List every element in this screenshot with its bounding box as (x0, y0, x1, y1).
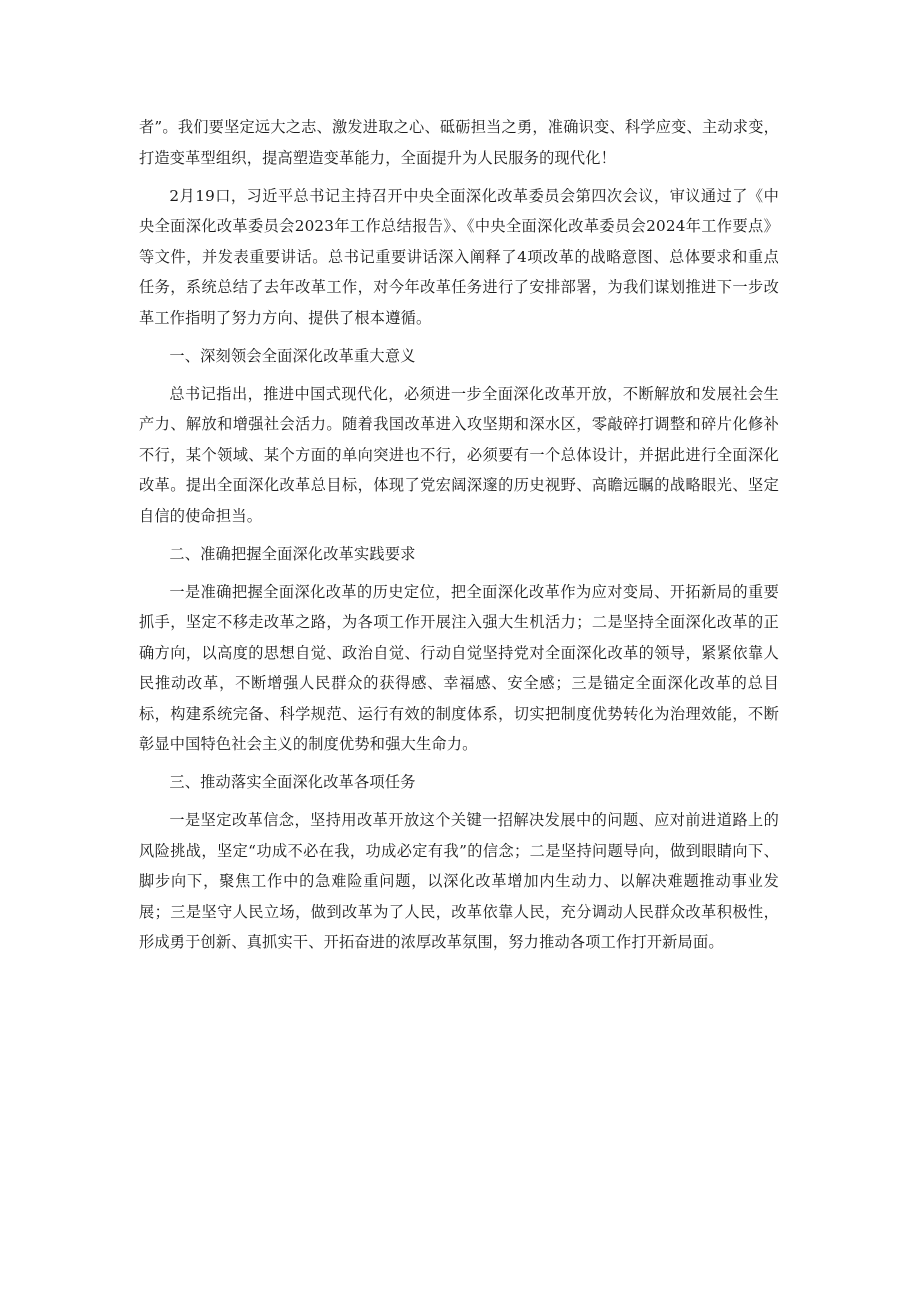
paragraph-section-1: 总书记指出，推进中国式现代化，必须进一步全面深化改革开放，不断解放和发展社会生产力、解放和增强社会活力。随着我国改革进入攻坚期和深水区，零敲碎打调整和碎片化修补不行，某个领域、某个方面的单向突进也不行，必须要有一个总体设计，并据此进行全面深化改革。提出全面深化改革总目标，体现了党宏阔深邃的历史视野、高瞻远瞩的战略眼光、坚定自信的使命担当。 (139, 384, 779, 525)
paragraph-continuation: 者”。我们要坚定远大之志、激发进取之心、砥砺担当之勇，准确识变、科学应变、主动求变，打造变革型组织，提高塑造变革能力，全面提升为人民服务的现代化！ (139, 118, 779, 167)
section-heading-1: 一、深刻领会全面深化改革重大意义 (169, 346, 416, 365)
section-heading-3: 三、推动落实全面深化改革各项任务 (169, 773, 416, 791)
document-page (139, 112, 779, 965)
paragraph-section-2: 一是准确把握全面深化改革的历史定位，把全面深化改革作为应对变局、开拓新局的重要抓手，坚定不移走改革之路，为各项工作开展注入强大生机活力；二是坚持全面深化改革的正确方向，以高度的思想自觉、政治自觉、行动自觉坚持党对全面深化改革的领导，紧紧依靠人民推动改革，不断增强人民群众的获得感、幸福感、安全感；三是锚定全面深化改革的总目标，构建系统完备、科学规范、运行有效的制度体系，切实把制度优势转化为治理效能，不断彰显中国特色社会主义的制度优势和强大生命力。 (139, 582, 779, 753)
paragraph-meeting-summary: 2月19口，习近平总书记主持召开中央全面深化改革委员会第四次会议，审议通过了《中央全面深化改革委员会2023年工作总结报告》、《中央全面深化改革委员会2024年工作要点》等文件，并发表重要讲话。总书记重要讲话深入阐释了4项改革的战略意图、总体要求和重点任务，系统总结了去年改革工作，对今年改革任务进行了安排部署，为我们谋划推进下一步改革工作指明了努力方向、提供了根本遵循。 (139, 186, 779, 327)
section-heading-2: 二、准确把握全面深化改革实践要求 (169, 544, 416, 563)
paragraph-section-3: 一是坚定改革信念，坚持用改革开放这个关键一招解决发展中的问题、应对前进道路上的风险挑战，坚定“功成不必在我，功成必定有我”的信念；二是坚持问题导向，做到眼睛向下、脚步向下，聚焦工作中的急难险重问题，以深化改革增加内生动力、以解决难题推动事业发展；三是坚守人民立场，做到改革为了人民，改革依靠人民，充分调动人民群众改革积极性，形成勇于创新、真抓实干、开拓奋进的浓厚改革氛围，努力推动各项工作打开新局面。 (139, 811, 779, 951)
